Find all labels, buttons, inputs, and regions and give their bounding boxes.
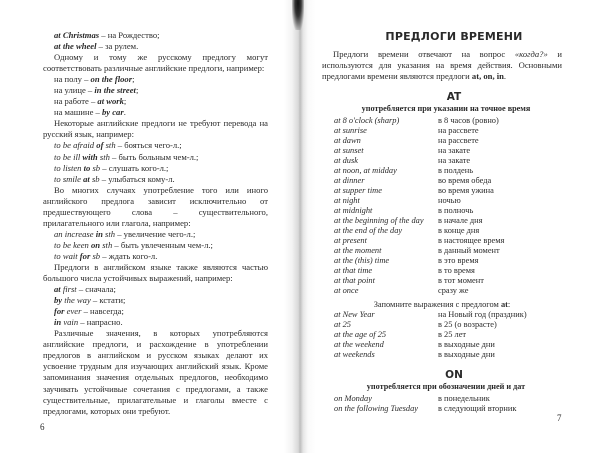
table-row: at dawn на рассвете xyxy=(334,136,479,145)
left-page xyxy=(0,0,292,453)
section-subheading: употребляется при указании на точное время xyxy=(361,104,531,113)
example-line: to wait for sb – ждать кого-л. xyxy=(54,250,158,261)
remember-note: Запомните выражения с предлогом at: xyxy=(373,300,511,309)
example-line: to listen to sb – слушать кого-л.; xyxy=(54,162,169,173)
table-row: at supper time во время ужина xyxy=(334,186,494,195)
paragraph: Одному и тому же русскому предлогу могут соответствовать различные английские предлоги, например: xyxy=(43,52,268,74)
example-line: to be ill with sth – быть больным чем-л.; xyxy=(54,151,199,162)
example-line: at the wheel – за рулем. xyxy=(54,41,139,52)
example-line: на машине – by car. xyxy=(54,107,126,118)
table-row: at once сразу же xyxy=(334,286,469,295)
table-row: at sunrise на рассвете xyxy=(334,126,479,135)
table-row: at New Year на Новый год (праздник) xyxy=(334,310,527,319)
example-line: at first – сначала; xyxy=(54,284,116,295)
example-line: на полу – on the floor; xyxy=(54,74,135,85)
table-row: at night ночью xyxy=(334,196,461,205)
table-row: at the beginning of the day в начале дня xyxy=(334,216,483,225)
example-line: на улице – in the street; xyxy=(54,85,139,96)
table-row: at dusk на закате xyxy=(334,156,471,165)
left-page-text xyxy=(43,30,268,417)
table-row: at weekends в выходные дни xyxy=(334,350,495,359)
table-row: at the age of 25 в 25 лет xyxy=(334,330,467,339)
table-row: at 25 в 25 (о возрасте) xyxy=(334,320,497,329)
intro-paragraph: Предлоги времени отвечают на вопрос «когда?» и используются для указания на время действия. Основными предлогами времени являются предлоги at, on, in. xyxy=(322,49,563,81)
right-page-text xyxy=(322,30,562,414)
paragraph: Предлоги в английском языке также являются частью большого числа устойчивых выражений, например: xyxy=(43,261,268,284)
book-spine-shadow xyxy=(284,0,316,453)
paragraph: Во многих случаях употребление того или иного английского предлога зависит исключительно от предшествующего слова – существительного, прилагательного или глагола, например: xyxy=(43,184,268,228)
example-line: to be afraid of sth – бояться чего-л.; xyxy=(54,140,182,151)
binding-mark xyxy=(292,0,304,30)
page-title: ПРЕДЛОГИ ВРЕМЕНИ xyxy=(385,30,523,43)
table-row: at midnight в полночь xyxy=(334,206,474,215)
table-row: at the end of the day в конце дня xyxy=(334,226,480,235)
example-line: in vain – напрасно. xyxy=(54,317,123,328)
table-row: at noon, at midday в полдень xyxy=(334,166,474,175)
example-line: by the way – кстати; xyxy=(54,295,126,306)
example-line: at Christmas – на Рождество; xyxy=(54,30,160,40)
example-line: to be keen on sth – быть увлеченным чем-л.; xyxy=(54,239,213,250)
paragraph: Некоторые английские предлоги не требуют перевода на русский язык, например: xyxy=(43,118,268,140)
section-subheading: употребляется при обозначении дней и дат xyxy=(366,382,526,391)
section-heading-on: ON xyxy=(445,369,463,381)
table-row: on the following Tuesday в следующий вторник xyxy=(334,404,517,413)
section-heading-at: AT xyxy=(446,91,462,103)
table-row: at dinner во время обеда xyxy=(334,176,492,185)
table-row: at present в настоящее время xyxy=(334,236,505,245)
table-row: at that time в то время xyxy=(334,266,475,275)
example-line: for ever – навсегда; xyxy=(54,306,124,317)
page-number: 6 xyxy=(40,422,45,432)
example-line: на работе – at work; xyxy=(54,96,127,107)
paragraph: Различные значения, в которых употребляются английские предлоги, и расхождение в употреблении предлогов в английском и русском языках делают их усвоение трудным для изучающих английский язык. Кроме запоминания значения отдельных предлогов, необходимо заучивать устойчивые сочетания с предлогами, а также существительные, прилагательные и глаголы вместе с предлогами, которых они требуют. xyxy=(43,328,268,416)
on-table xyxy=(322,394,562,414)
table-row: at the weekend в выходные дни xyxy=(334,340,495,349)
at-table xyxy=(322,116,562,296)
page-number: 7 xyxy=(557,413,562,423)
table-row: at sunset на закате xyxy=(334,146,471,155)
table-row: at the moment в данный момент xyxy=(334,246,500,255)
table-row: at the (this) time в это время xyxy=(334,256,479,265)
example-line: to smile at sb – улыбаться кому-л. xyxy=(54,173,175,184)
table-row: on Monday в понедельник xyxy=(334,394,490,403)
example-line: an increase in sth – увеличение чего-л.; xyxy=(54,228,196,239)
table-row: at that point в тот момент xyxy=(334,276,484,285)
remember-table xyxy=(322,310,562,360)
table-row: at 8 o'clock (sharp) в 8 часов (ровно) xyxy=(334,116,499,125)
